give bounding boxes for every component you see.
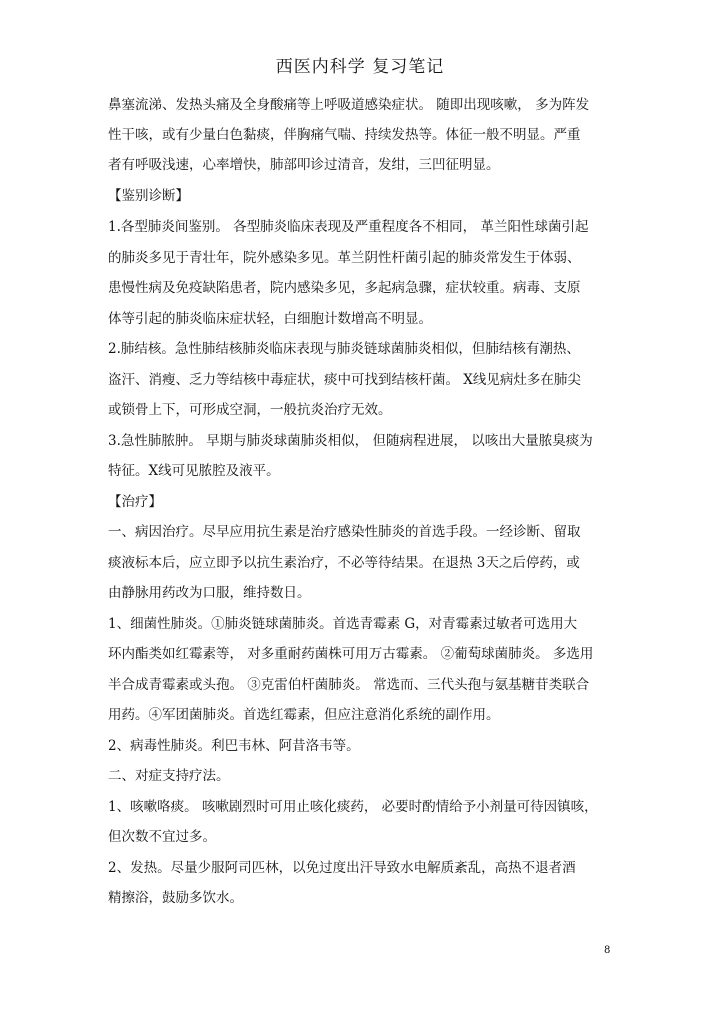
text-line: 1.各型肺炎间鉴别。 各型肺炎临床表现及严重程度各不相同， 革兰阳性球菌引起 — [108, 219, 589, 235]
text-line: 患慢性病及免疫缺陷患者，院内感染多见，多起病急骤，症状较重。病毒、支原 — [108, 280, 581, 296]
text-line: 2、发热。尽量少服阿司匹林，以免过度出汗导致水电解质紊乱，高热不退者酒 — [108, 860, 576, 876]
page-title: 西医内科学 复习笔记 — [275, 57, 445, 77]
text-line: 2、病毒性肺炎。利巴韦林、阿昔洛韦等。 — [108, 738, 360, 754]
text-line: 1、咳嗽咯痰。 咳嗽剧烈时可用止咳化痰药， 必要时酌情给予小剂量可待因镇咳， — [108, 799, 598, 815]
text-line: 盗汗、消瘦、乏力等结核中毒症状，痰中可找到结核杆菌。 X线见病灶多在肺尖 — [108, 372, 581, 388]
text-line: 者有呼吸浅速，心率增快，肺部叩诊过清音，发绀，三凹征明显。 — [108, 157, 500, 173]
text-line: 或锁骨上下，可形成空洞，一般抗炎治疗无效。 — [108, 402, 392, 418]
text-line: 体等引起的肺炎临床症状轻，白细胞计数增高不明显。 — [108, 311, 432, 327]
section-heading-differential-diagnosis: 【鉴别诊断】 — [108, 188, 189, 204]
text-line: 二、对症支持疗法。 — [108, 768, 230, 784]
text-line: 一、病因治疗。尽早应用抗生素是治疗感染性肺炎的首选手段。一经诊断、留取 — [108, 524, 581, 540]
text-line: 由静脉用药改为口服，维持数日。 — [108, 585, 311, 601]
text-line: 用药。④军团菌肺炎。首选红霉素，但应注意消化系统的副作用。 — [108, 707, 500, 723]
text-line: 鼻塞流涕、发热头痛及全身酸痛等上呼吸道感染症状。 随即出现咳嗽， 多为阵发 — [108, 97, 590, 113]
text-line: 2.肺结核。急性肺结核肺炎临床表现与肺炎链球菌肺炎相似，但肺结核有潮热、 — [108, 341, 580, 357]
text-line: 精擦浴，鼓励多饮水。 — [108, 890, 243, 906]
text-line: 3.急性肺脓肿。 早期与肺炎球菌肺炎相似， 但随病程进展， 以咳出大量脓臭痰为 — [108, 433, 593, 449]
text-line: 特征。X线可见脓腔及液平。 — [108, 463, 280, 479]
text-line: 但次数不宜过多。 — [108, 829, 216, 845]
text-line: 痰液标本后，应立即予以抗生素治疗，不必等待结果。在退热 3天之后停药，或 — [108, 555, 580, 571]
text-line: 性干咳，或有少量白色黏痰，伴胸痛气喘、持续发热等。体征一般不明显。严重 — [108, 127, 581, 143]
section-heading-treatment: 【治疗】 — [108, 494, 162, 510]
page-number: 8 — [604, 945, 611, 956]
text-line: 的肺炎多见于青壮年，院外感染多见。革兰阴性杆菌引起的肺炎常发生于体弱、 — [108, 250, 581, 266]
text-line: 环内酯类如红霉素等， 对多重耐药菌株可用万古霉素。 ②葡萄球菌肺炎。 多选用 — [108, 646, 594, 662]
text-line: 1、细菌性肺炎。①肺炎链球菌肺炎。首选青霉素 G，对青霉素过敏者可选用大 — [108, 616, 578, 632]
text-line: 半合成青霉素或头孢。 ③克雷伯杆菌肺炎。 常选而、三代头孢与氨基糖苷类联合 — [108, 677, 590, 693]
